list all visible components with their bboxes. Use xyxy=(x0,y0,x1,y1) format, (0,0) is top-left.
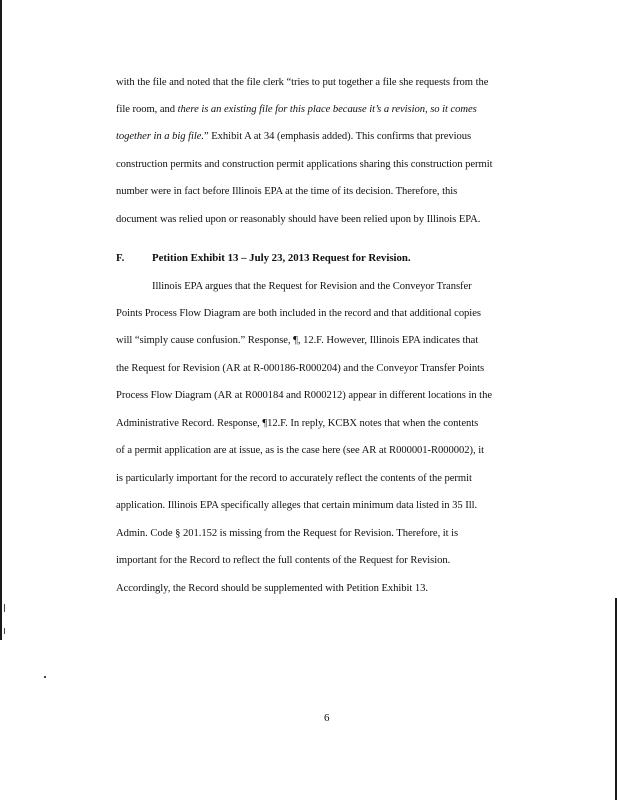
text-line: number were in fact before Illinois EPA at the time of its decision. Therefore, this xyxy=(116,186,458,197)
text-line: document was relied upon or reasonably should have been relied upon by Illinois EPA. xyxy=(116,214,481,225)
scan-speck xyxy=(4,604,5,612)
page-number: 6 xyxy=(324,712,330,724)
text-run: file room, and xyxy=(116,104,178,115)
text-line: Admin. Code § 201.152 is missing from the Request for Revision. Therefore, it is xyxy=(116,528,459,539)
text-line: of a permit application are at issue, as is the case here (see AR at R000001-R000002), it xyxy=(116,445,484,456)
text-line: Points Process Flow Diagram are both included in the record and that additional copies xyxy=(116,308,481,319)
text-line: construction permits and construction permit applications sharing this construction permit xyxy=(116,159,493,170)
text-line: Accordingly, the Record should be supplemented with Petition Exhibit 13. xyxy=(116,583,429,594)
text-line: Illinois EPA argues that the Request for Revision and the Conveyor Transfer xyxy=(152,281,472,292)
text-line: will “simply cause confusion.” Response, ¶, 12.F. However, Illinois EPA indicates that xyxy=(116,335,479,346)
emphasis-text: there is an existing file for this place because it’s a revision, so it comes xyxy=(177,104,477,115)
section-letter: F. xyxy=(116,252,125,264)
text-line xyxy=(116,130,471,143)
scan-speck xyxy=(44,676,46,678)
scan-left-edge xyxy=(0,0,2,640)
text-line xyxy=(116,103,477,116)
text-line: Process Flow Diagram (AR at R000184 and R000212) appear in different locations in the xyxy=(116,390,492,401)
section-heading: Petition Exhibit 13 – July 23, 2013 Request for Revision. xyxy=(152,252,411,264)
text-line: is particularly important for the record to accurately reflect the contents of the permit xyxy=(116,473,472,484)
text-line: the Request for Revision (AR at R-000186-R000204) and the Conveyor Transfer Points xyxy=(116,363,485,374)
text-run: ” Exhibit A at 34 (emphasis added). This confirms that previous xyxy=(204,131,472,142)
text-line: Administrative Record. Response, ¶12.F. In reply, KCBX notes that when the contents xyxy=(116,418,479,429)
text-line: application. Illinois EPA specifically alleges that certain minimum data listed in 35 Ill. xyxy=(116,500,478,511)
scan-speck xyxy=(4,628,5,634)
text-line: important for the Record to reflect the full contents of the Request for Revision. xyxy=(116,555,451,566)
emphasis-text: together in a big file. xyxy=(116,131,205,142)
text-line: with the file and noted that the file clerk “tries to put together a file she requests from the xyxy=(116,77,489,88)
